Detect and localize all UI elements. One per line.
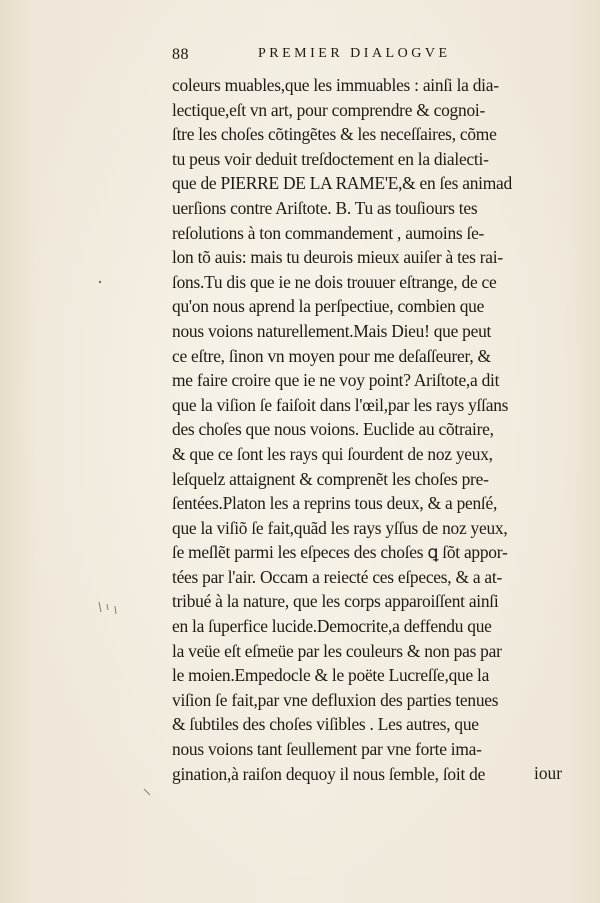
text-line: tribué à la nature, que les corps apparoiſſent ainſi xyxy=(172,591,499,612)
folio-number: 88 xyxy=(172,46,189,63)
text-line: tées par l'air. Occam a reiecté ces eſpeces, & a at- xyxy=(172,566,503,587)
text-line: reſolutions à ton commandement , aumoins ſe- xyxy=(172,222,485,243)
text-line: qu'on nous aprend la perſpectiue, combien que xyxy=(172,296,485,317)
text-line: lectique,eſt vn art, pour comprendre & cognoi- xyxy=(172,99,486,120)
text-line: & ſubtiles des choſes viſibles . Les autres, que xyxy=(172,714,479,735)
text-line: que de PIERRE DE LA RAME'E,& en ſes animad xyxy=(172,173,512,194)
text-line: ſons.Tu dis que ie ne dois trouuer eſtrange, de ce xyxy=(172,271,497,292)
margin-speck xyxy=(95,598,125,622)
text-line: gination,à raiſon dequoy il nous ſemble, ſoit de xyxy=(172,763,486,784)
text-line: des choſes que nous voions. Euclide au cõtraire, xyxy=(172,419,494,440)
text-line: ſe meſlẽt parmi les eſpeces des choſes ꝗ ſõt appor- xyxy=(172,542,508,563)
text-line: en la ſuperfice lucide.Democrite,a deffendu que xyxy=(172,616,492,637)
running-title: PREMIER DIALOGVE xyxy=(258,46,451,61)
text-block xyxy=(172,73,590,786)
text-line: tu peus voir deduit treſdoctement en la dialecti- xyxy=(172,148,489,169)
text-line: que la viſion ſe faiſoit dans l'œil,par les rays yſſans xyxy=(172,394,509,415)
text-line: me faire croire que ie ne voy point? Ariſtote,a dit xyxy=(172,370,500,391)
margin-speck xyxy=(140,785,156,801)
text-line: uerſions contre Ariſtote. B. Tu as touſiours tes xyxy=(172,197,478,218)
text-line: nous voions tant ſeullement par vne forte ima- xyxy=(172,739,482,760)
text-line: le moien.Empedocle & le poëte Lucreſſe,que la xyxy=(172,665,490,686)
text-line: nous voions naturellement.Mais Dieu! que peut xyxy=(172,320,492,341)
text-line: & que ce ſont les rays qui ſourdent de noz yeux, xyxy=(172,443,493,464)
text-line: lon tõ auis: mais tu deurois mieux auiſer à tes rai- xyxy=(172,247,503,268)
text-line: viſion ſe fait,par vne defluxion des parties tenues xyxy=(172,689,499,710)
text-line: ce eſtre, ſinon vn moyen pour me deſaſſeurer, & xyxy=(172,345,491,366)
page-header xyxy=(172,46,502,66)
text-line: que la viſiõ ſe fait,quãd les rays yſſus de noz yeux, xyxy=(172,517,508,538)
margin-speck xyxy=(90,270,110,290)
text-line: ſentées.Platon les a reprins tous deux, & a penſé, xyxy=(172,493,498,514)
text-line: coleurs muables,que les immuables : ainſi la dia- xyxy=(172,75,499,95)
catchword: iour xyxy=(534,763,563,783)
text-line: la veüe eſt eſmeüe par les couleurs & non pas par xyxy=(172,640,502,661)
text-line: ſtre les choſes cõtingẽtes & les neceſſaires, cõme xyxy=(172,124,497,145)
text-line: leſquelz attaignent & comprenẽt les choſes pre- xyxy=(172,468,489,489)
